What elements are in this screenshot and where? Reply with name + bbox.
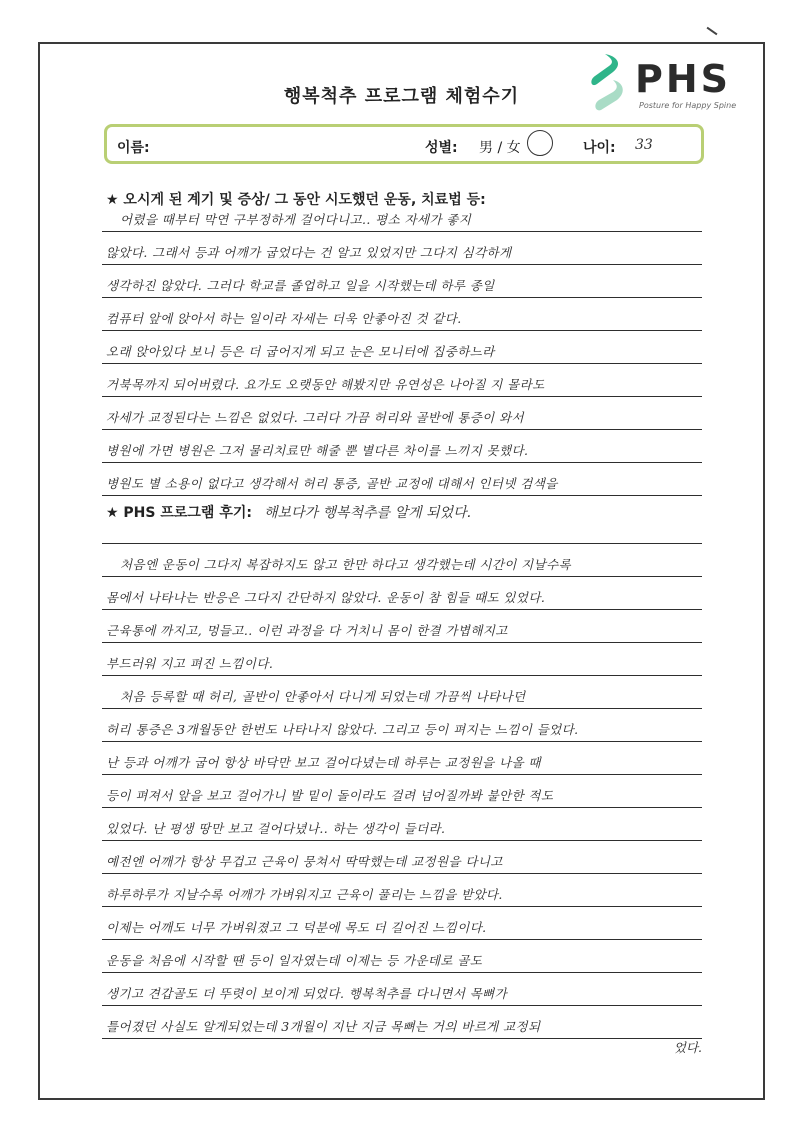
section1-line: 거북목까지 되어버렸다. 요가도 오랫동안 해봤지만 유연성은 나아질 지 몰라도	[102, 369, 702, 397]
section1-line: 병원에 가면 병원은 그저 물리치료만 해줄 뿐 별다른 차이를 느끼지 못했다.	[102, 435, 702, 463]
section2-heading-continuation: 해보다가 행복척추를 알게 되었다.	[263, 505, 472, 521]
section2-line: 이제는 어깨도 너무 가벼워졌고 그 덕분에 목도 더 길어진 느낌이다.	[102, 912, 702, 940]
section2-line: 운동을 처음에 시작할 땐 등이 일자였는데 이제는 등 가운데로 골도	[102, 945, 702, 973]
age-value: 33	[635, 137, 653, 153]
spine-logo-icon	[583, 52, 633, 112]
selected-gender-circle	[527, 130, 553, 156]
trailing-text: 었다.	[673, 1040, 702, 1055]
gender-label: 성별:	[425, 140, 458, 156]
section2-line: 하루하루가 지날수록 어깨가 가벼워지고 근육이 풀리는 느낌을 받았다.	[102, 879, 702, 907]
section2-line: 부드러워 지고 펴진 느낌이다.	[102, 648, 702, 676]
section2-line: 틀어졌던 사실도 알게되었는데 3개월이 지난 지금 목뼈는 거의 바르게 교정되 었다.	[102, 1011, 702, 1039]
section2-line: 예전엔 어깨가 항상 무겁고 근육이 뭉쳐서 딱딱했는데 교정원을 다니고	[102, 846, 702, 874]
age-label: 나이:	[583, 140, 616, 156]
section1-line: 자세가 교정된다는 느낌은 없었다. 그러다 가끔 허리와 골반에 통증이 와서	[102, 402, 702, 430]
section2-line: 난 등과 어깨가 굽어 항상 바닥만 보고 걸어다녔는데 하루는 교정원을 나올 때	[102, 747, 702, 775]
section1-line: 생각하진 않았다. 그러다 학교를 졸업하고 일을 시작했는데 하루 종일	[102, 270, 702, 298]
logo-wordmark: PHS	[635, 57, 732, 101]
section1-heading: ★ 오시게 된 계기 및 증상/ 그 동안 시도했던 운동, 치료법 등:	[106, 192, 486, 208]
name-label: 이름:	[117, 140, 150, 156]
section2-line: 생기고 견갑골도 더 뚜렷이 보이게 되었다. 행복척추를 다니면서 목뼈가	[102, 978, 702, 1006]
section2-line: 등이 펴져서 앞을 보고 걸어가니 발 밑이 돌이라도 걸려 넘어질까봐 불안한 적도	[102, 780, 702, 808]
section2-line: 허리 통증은 3개월동안 한번도 나타나지 않았다. 그리고 등이 펴지는 느낌이 들었다.	[102, 714, 702, 742]
section2-line: 근육통에 까지고, 멍들고.. 이런 과정을 다 거치니 몸이 한결 가볍해지고	[102, 615, 702, 643]
section2-line: 처음 등록할 때 허리, 골반이 안좋아서 다니게 되었는데 가끔씩 나타나던	[102, 681, 702, 709]
section2-line: 처음엔 운동이 그다지 복잡하지도 않고 한만 하다고 생각했는데 시간이 지날수록	[102, 549, 702, 577]
section1-line: 않았다. 그래서 등과 어깨가 굽었다는 건 알고 있었지만 그다지 심각하게	[102, 237, 702, 265]
section1-line: 컴퓨터 앞에 앉아서 하는 일이라 자세는 더욱 안좋아진 것 같다.	[102, 303, 702, 331]
section2-line: 있었다. 난 평생 땅만 보고 걸어다녔나.. 하는 생각이 들더라.	[102, 813, 702, 841]
section2-line	[102, 516, 702, 544]
section2-heading-label: ★ PHS 프로그램 후기:	[106, 505, 252, 521]
scan-mark	[707, 27, 718, 36]
section2-line: 몸에서 나타나는 반응은 그다지 간단하지 않았다. 운동이 참 힘들 때도 있었다.	[102, 582, 702, 610]
logo-tagline: Posture for Happy Spine	[639, 101, 737, 110]
page-title: 행복척추 프로그램 체험수기	[283, 86, 520, 107]
section1-line: 오래 앉아있다 보니 등은 더 굽어지게 되고 눈은 모니터에 집중하느라	[102, 336, 702, 364]
phs-logo	[583, 52, 753, 112]
section1-line: 병원도 별 소용이 없다고 생각해서 허리 통증, 골반 교정에 대해서 인터넷 검색을	[102, 468, 702, 496]
form-page	[38, 42, 765, 1100]
section1-line: 어렸을 때부터 막연 구부정하게 걸어다니고.. 평소 자세가 좋지	[102, 204, 702, 232]
gender-options: 男 / 女	[479, 140, 521, 156]
info-box	[104, 124, 704, 164]
